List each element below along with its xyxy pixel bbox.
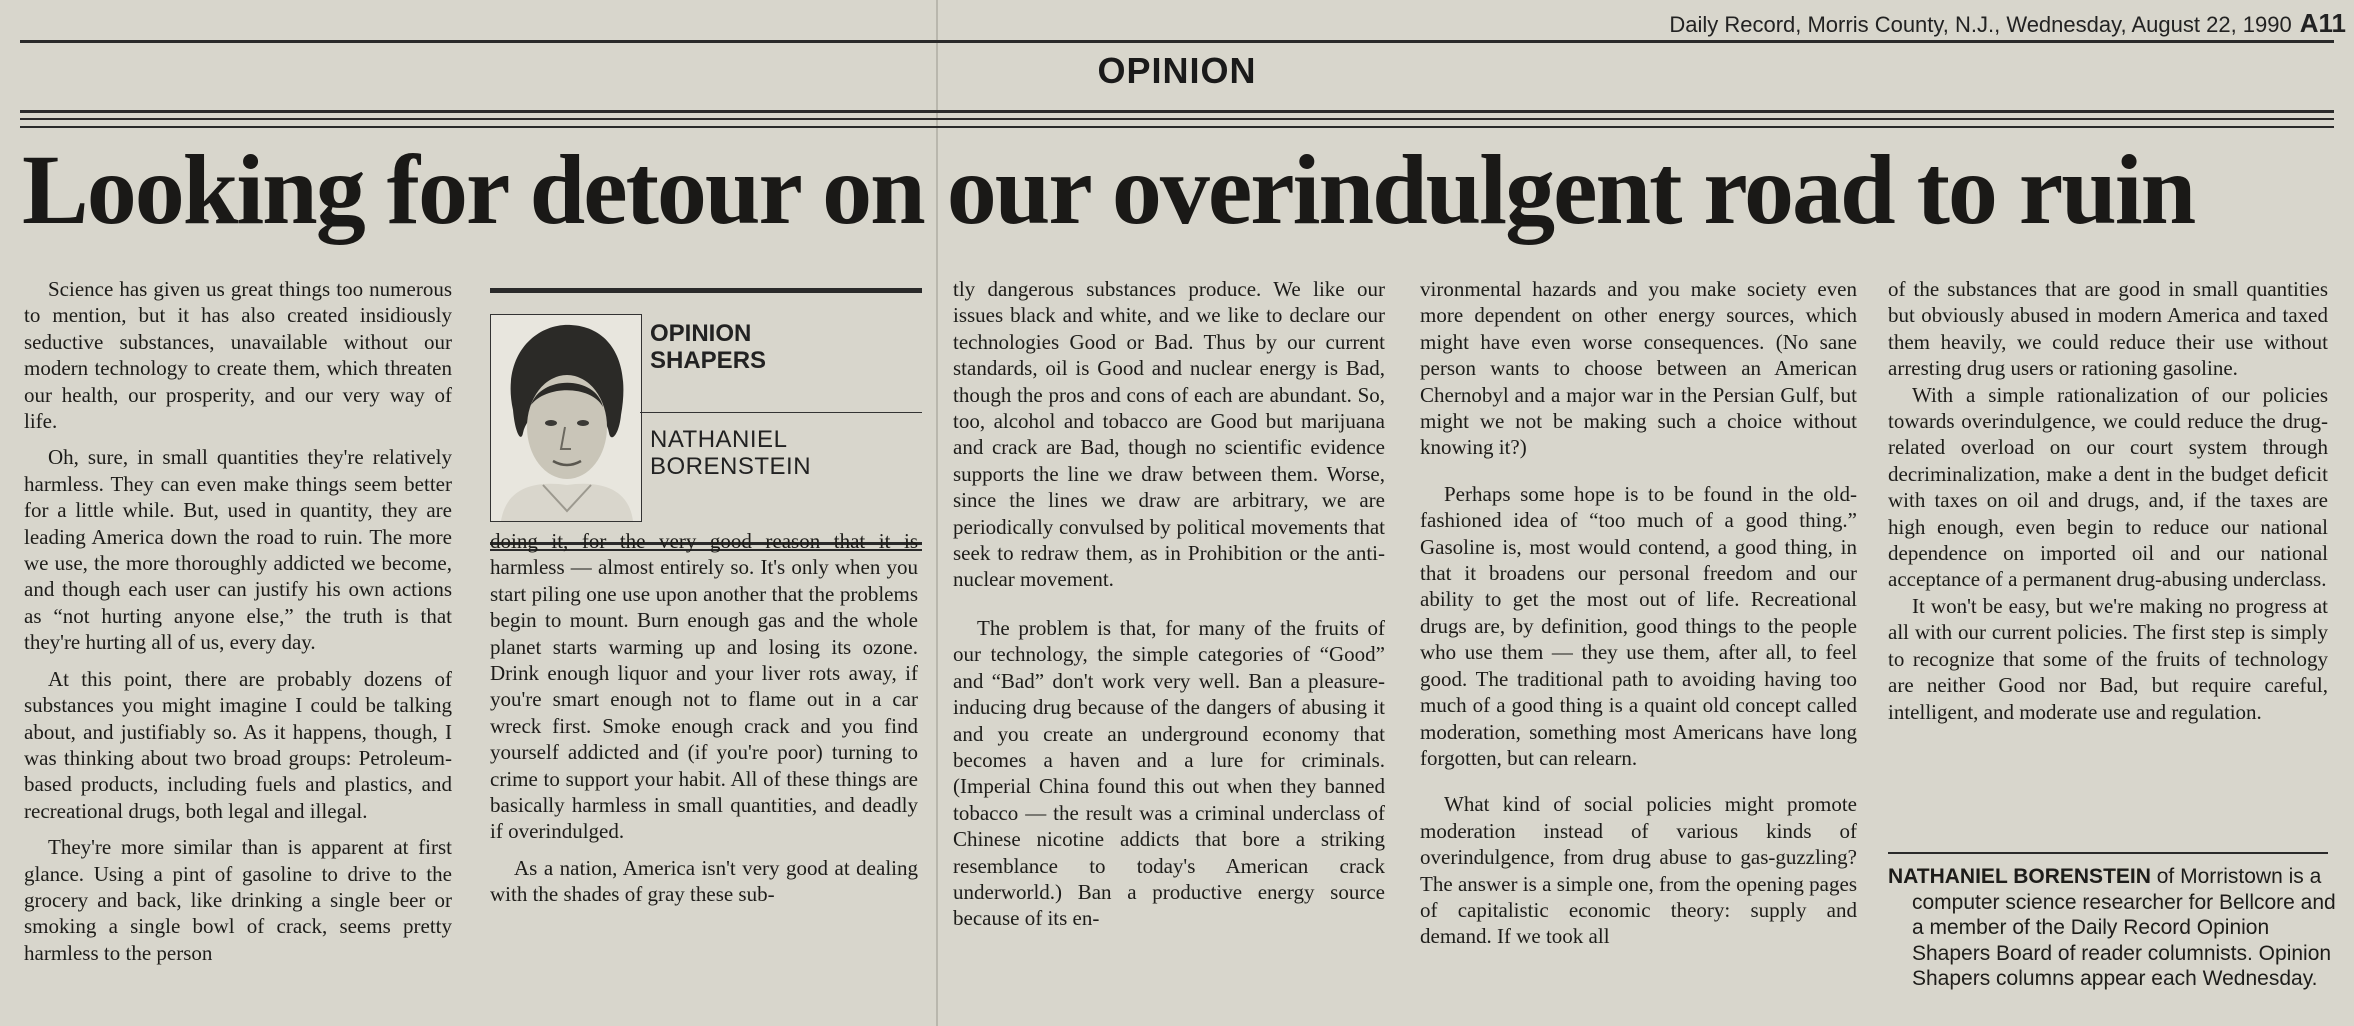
headline: Looking for detour on our overindulgent road to ruin	[22, 134, 2195, 245]
article-column-3	[953, 276, 1385, 942]
paragraph: With a simple rationalization of our policies towards overindulgence, we could reduce the drug-related overload on our court system through decriminalization, make a dent in the budget deficit with taxes on oil and drugs, and, if the taxes are high enough, even begin to reduce our national dependence on imported oil and our national acceptance of a permanent drug-abusing underclass.	[1888, 382, 2328, 592]
paragraph: vironmental hazards and you make society even more dependent on other energy sources, which might have even worse consequences. (No sane person wants to choose between an American Chernobyl and a major war in the Persian Gulf, but might we not be making such a choice without knowing it?)	[1420, 277, 1857, 460]
author-bio	[1888, 864, 2352, 992]
author-photo-icon	[491, 315, 641, 521]
author-portrait	[490, 314, 642, 522]
paragraph: The problem is that, for many of the fruits of our technology, the simple categories of “Good” and “Bad” don't work very well. Ban a pleasure-inducing drug because of the dangers of abusing it and you create an underground economy that becomes a haven and a lure for criminals. (Imperial China found this out when they banned tobacco — the result was a criminal underclass of Chinese nicotine addicts that bore a striking resemblance to today's American crack underworld.) Ban a productive energy source because of its en-	[953, 615, 1385, 931]
dateline	[1669, 8, 2346, 39]
paragraph: It won't be easy, but we're making no progress at all with our current policies. The first step is simply to recognize that some of the fruits of technology are neither Good nor Bad, but require careful, intelligent, and moderate use and regulation.	[1888, 593, 2328, 724]
box-rule	[490, 288, 922, 293]
paragraph: tly dangerous substances produce. We like our issues black and white, and we like to declare our technologies Good or Bad. Thus by our current standards, oil is Good and nuclear energy is Bad, though the pros and cons of each are abundant. So, too, alcohol and tobacco are Good but marijuana and crack are Bad, though no scientific evidence supports the line we draw between them. Worse, since the lines we draw are arbitrary, we are periodically convulsed by political movements that seek to redraw them, as in Prohibition or the anti-nuclear movement.	[953, 277, 1385, 592]
article-column-2	[490, 528, 918, 918]
paragraph: What kind of social policies might promote moderation instead of various kinds of overindulgence, from drug abuse to gas-guzzling? The answer is a simple one, from the opening pages of capitalistic economic theory: supply and demand. If we took all	[1420, 792, 1857, 949]
column-label	[650, 320, 766, 374]
paragraph: They're more similar than is apparent at first glance. Using a pint of gasoline to drive to the grocery and back, like drinking a single beer or smoking a single bowl of crack, seems pretty harmless to the person	[24, 835, 452, 965]
author-name	[650, 426, 811, 480]
paragraph: doing it, for the very good reason that it is harmless — almost entirely so. It's only when you start piling one use upon another that the problems begin to mount. Burn enough gas and the whole planet starts warming up and losing its ozone. Drink enough liquor and your liver rots away, if you're smart enough not to flame out in a car wreck first. Smoke enough crack and you find yourself addicted and (if you're poor) turning to crime to support your habit. All of these things are basically harmless in small quantities, and deadly if overindulged.	[490, 529, 918, 844]
box-divider	[640, 412, 922, 413]
paragraph: Science has given us great things too numerous to mention, but it has also created insidiously seductive substances, unavailable without our modern technology to create them, which threaten our health, our prosperity, and our very way of life.	[24, 277, 452, 434]
label-line: SHAPERS	[650, 347, 767, 374]
section-rule	[20, 118, 2334, 120]
dateline-text: Daily Record, Morris County, N.J., Wednesday, August 22, 1990	[1669, 12, 2292, 37]
article-column-1	[24, 276, 452, 976]
page-number: A11	[2299, 8, 2346, 38]
name-line: BORENSTEIN	[650, 453, 812, 480]
bio-rule	[1888, 852, 2328, 854]
paragraph: Oh, sure, in small quantities they're relatively harmless. They can even make things seem better for a little while. But, used in quantity, they are leading America down the road to ruin. The more we use, the more thoroughly addicted we become, and though each user can justify his own actions as “not hurting anyone else,” the truth is that they're hurting all of us, every day.	[24, 445, 452, 655]
label-line: OPINION	[650, 320, 752, 347]
section-title: OPINION	[1097, 50, 1257, 91]
paragraph: Perhaps some hope is to be found in the old-fashioned idea of “too much of a good thing.” Gasoline is, most would contend, a good thing, in that it broadens our personal freedom and our ability to get the most out of life. Recreational drugs are, by definition, good things to the people who use them — they use them, after all, to feel good. The traditional path to avoiding having too much of a good thing is a quaint old concept called moderation, something most Americans have long forgotten, but can relearn.	[1420, 481, 1857, 770]
bio-name: NATHANIEL BORENSTEIN	[1888, 865, 2151, 888]
bio-text: of Morristown is a computer science researcher for Bellcore and a member of the Daily Record Opinion Shapers Board of reader columnists. Opinion Shapers columns appear each Wednesday.	[1912, 865, 2336, 990]
paragraph: At this point, there are probably dozens of substances you might imagine I could be talking about, and justifiably so. As it happens, though, I was thinking about two broad groups: Petroleum-based products, including fuels and plastics, and recreational drugs, both legal and illegal.	[24, 666, 452, 823]
name-line: NATHANIEL	[650, 426, 788, 453]
section-rule	[20, 110, 2334, 113]
section-rule	[20, 126, 2334, 128]
article-column-4	[1420, 276, 1857, 960]
top-rule	[20, 40, 2334, 43]
paragraph: As a nation, America isn't very good at dealing with the shades of gray these sub-	[490, 855, 918, 907]
opinion-shapers-box	[490, 282, 922, 554]
article-column-5	[1888, 276, 2328, 735]
paragraph: of the substances that are good in small quantities but obviously abused in modern America and taxed them heavily, we could reduce their use without arresting drug users or rationing gasoline.	[1888, 277, 2328, 381]
